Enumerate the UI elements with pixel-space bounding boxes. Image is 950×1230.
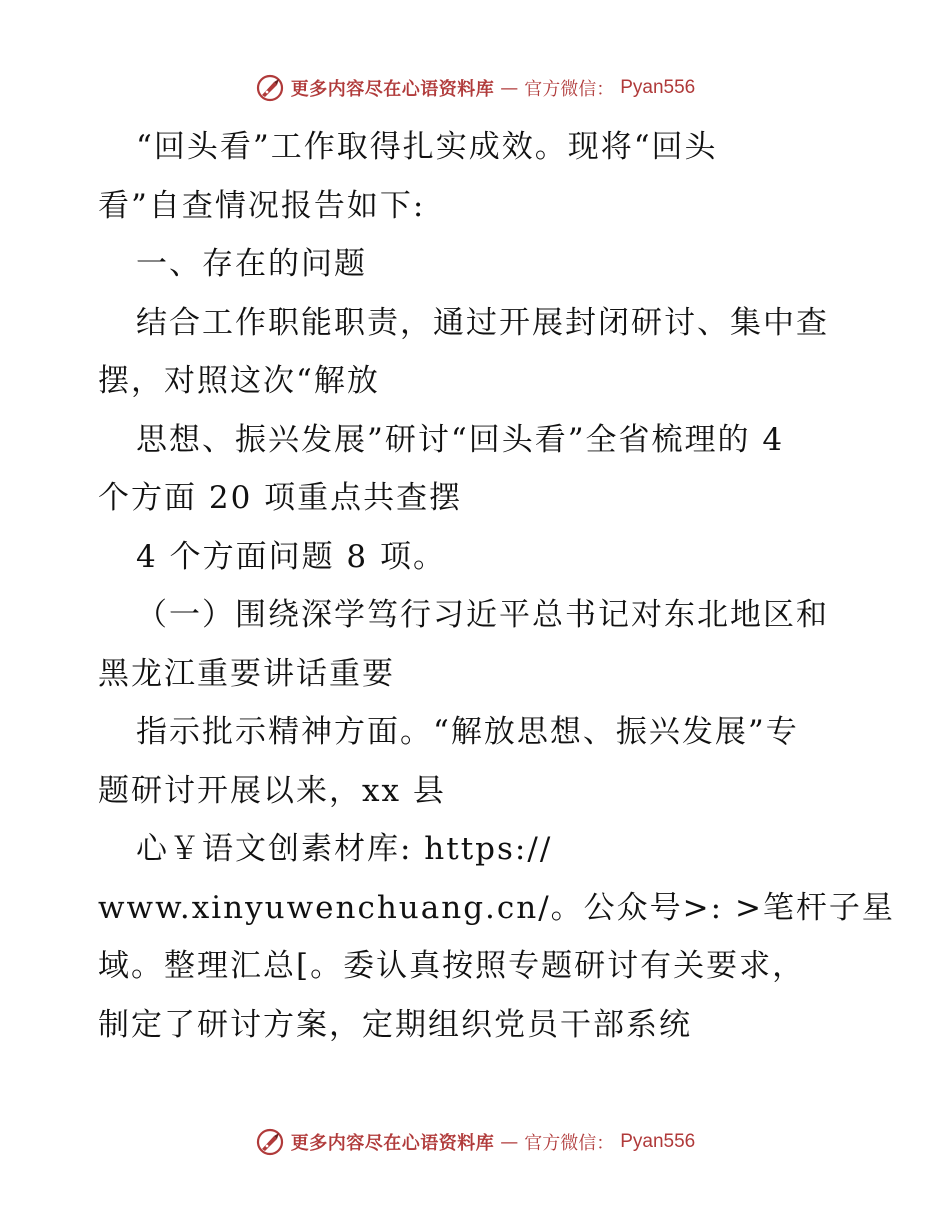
body-line: 摆，对照这次“解放: [98, 363, 380, 399]
body-line: www.xinyuwenchuang.cn/。公众号>: >笔杆子星: [98, 889, 895, 926]
body-line: 结合工作职能职责，通过开展封闭研讨、集中查: [136, 304, 829, 341]
pen-nib-logo-icon: [255, 73, 285, 103]
banner-wechat-id: Pyan556: [620, 77, 696, 98]
body-line: 域。整理汇总[。委认真按照专题研讨有关要求，: [98, 948, 806, 984]
banner-wechat-label: 官方微信：: [524, 79, 615, 100]
body-line: 指示批示精神方面。“解放思想、振兴发展”专: [136, 714, 799, 750]
document-body: [98, 118, 895, 1054]
body-line: 看”自查情况报告如下:: [98, 187, 426, 224]
banner-text: 更多内容尽在心语资料库: [290, 1133, 495, 1154]
header-watermark-banner: [0, 70, 950, 106]
section-heading: 一、存在的问题: [136, 246, 367, 282]
body-line: 黑龙江重要讲话重要: [98, 655, 395, 692]
body-line: 4 个方面问题 8 项。: [136, 538, 447, 575]
subsection-heading: （一）围绕深学笃行习近平总书记对东北地区和: [136, 597, 829, 633]
banner-wechat-id: Pyan556: [620, 1131, 696, 1152]
body-line: 制定了研讨方案，定期组织党员干部系统: [98, 1006, 692, 1043]
footer-watermark-banner: [0, 1124, 950, 1160]
banner-text: 更多内容尽在心语资料库: [290, 79, 495, 100]
banner-wechat-label: 官方微信：: [524, 1133, 615, 1154]
body-line: 心￥语文创素材库: https://: [136, 831, 553, 867]
pen-nib-logo-icon: [255, 1127, 285, 1157]
body-line: “回头看”工作取得扎实成效。现将“回头: [136, 129, 718, 165]
body-line: 思想、振兴发展”研讨“回头看”全省梳理的 4: [136, 421, 785, 458]
body-line: 题研讨开展以来，xx 县: [98, 772, 446, 809]
banner-dash: —: [500, 1131, 519, 1153]
banner-dash: —: [500, 77, 519, 99]
body-line: 个方面 20 项重点共查摆: [98, 480, 463, 516]
